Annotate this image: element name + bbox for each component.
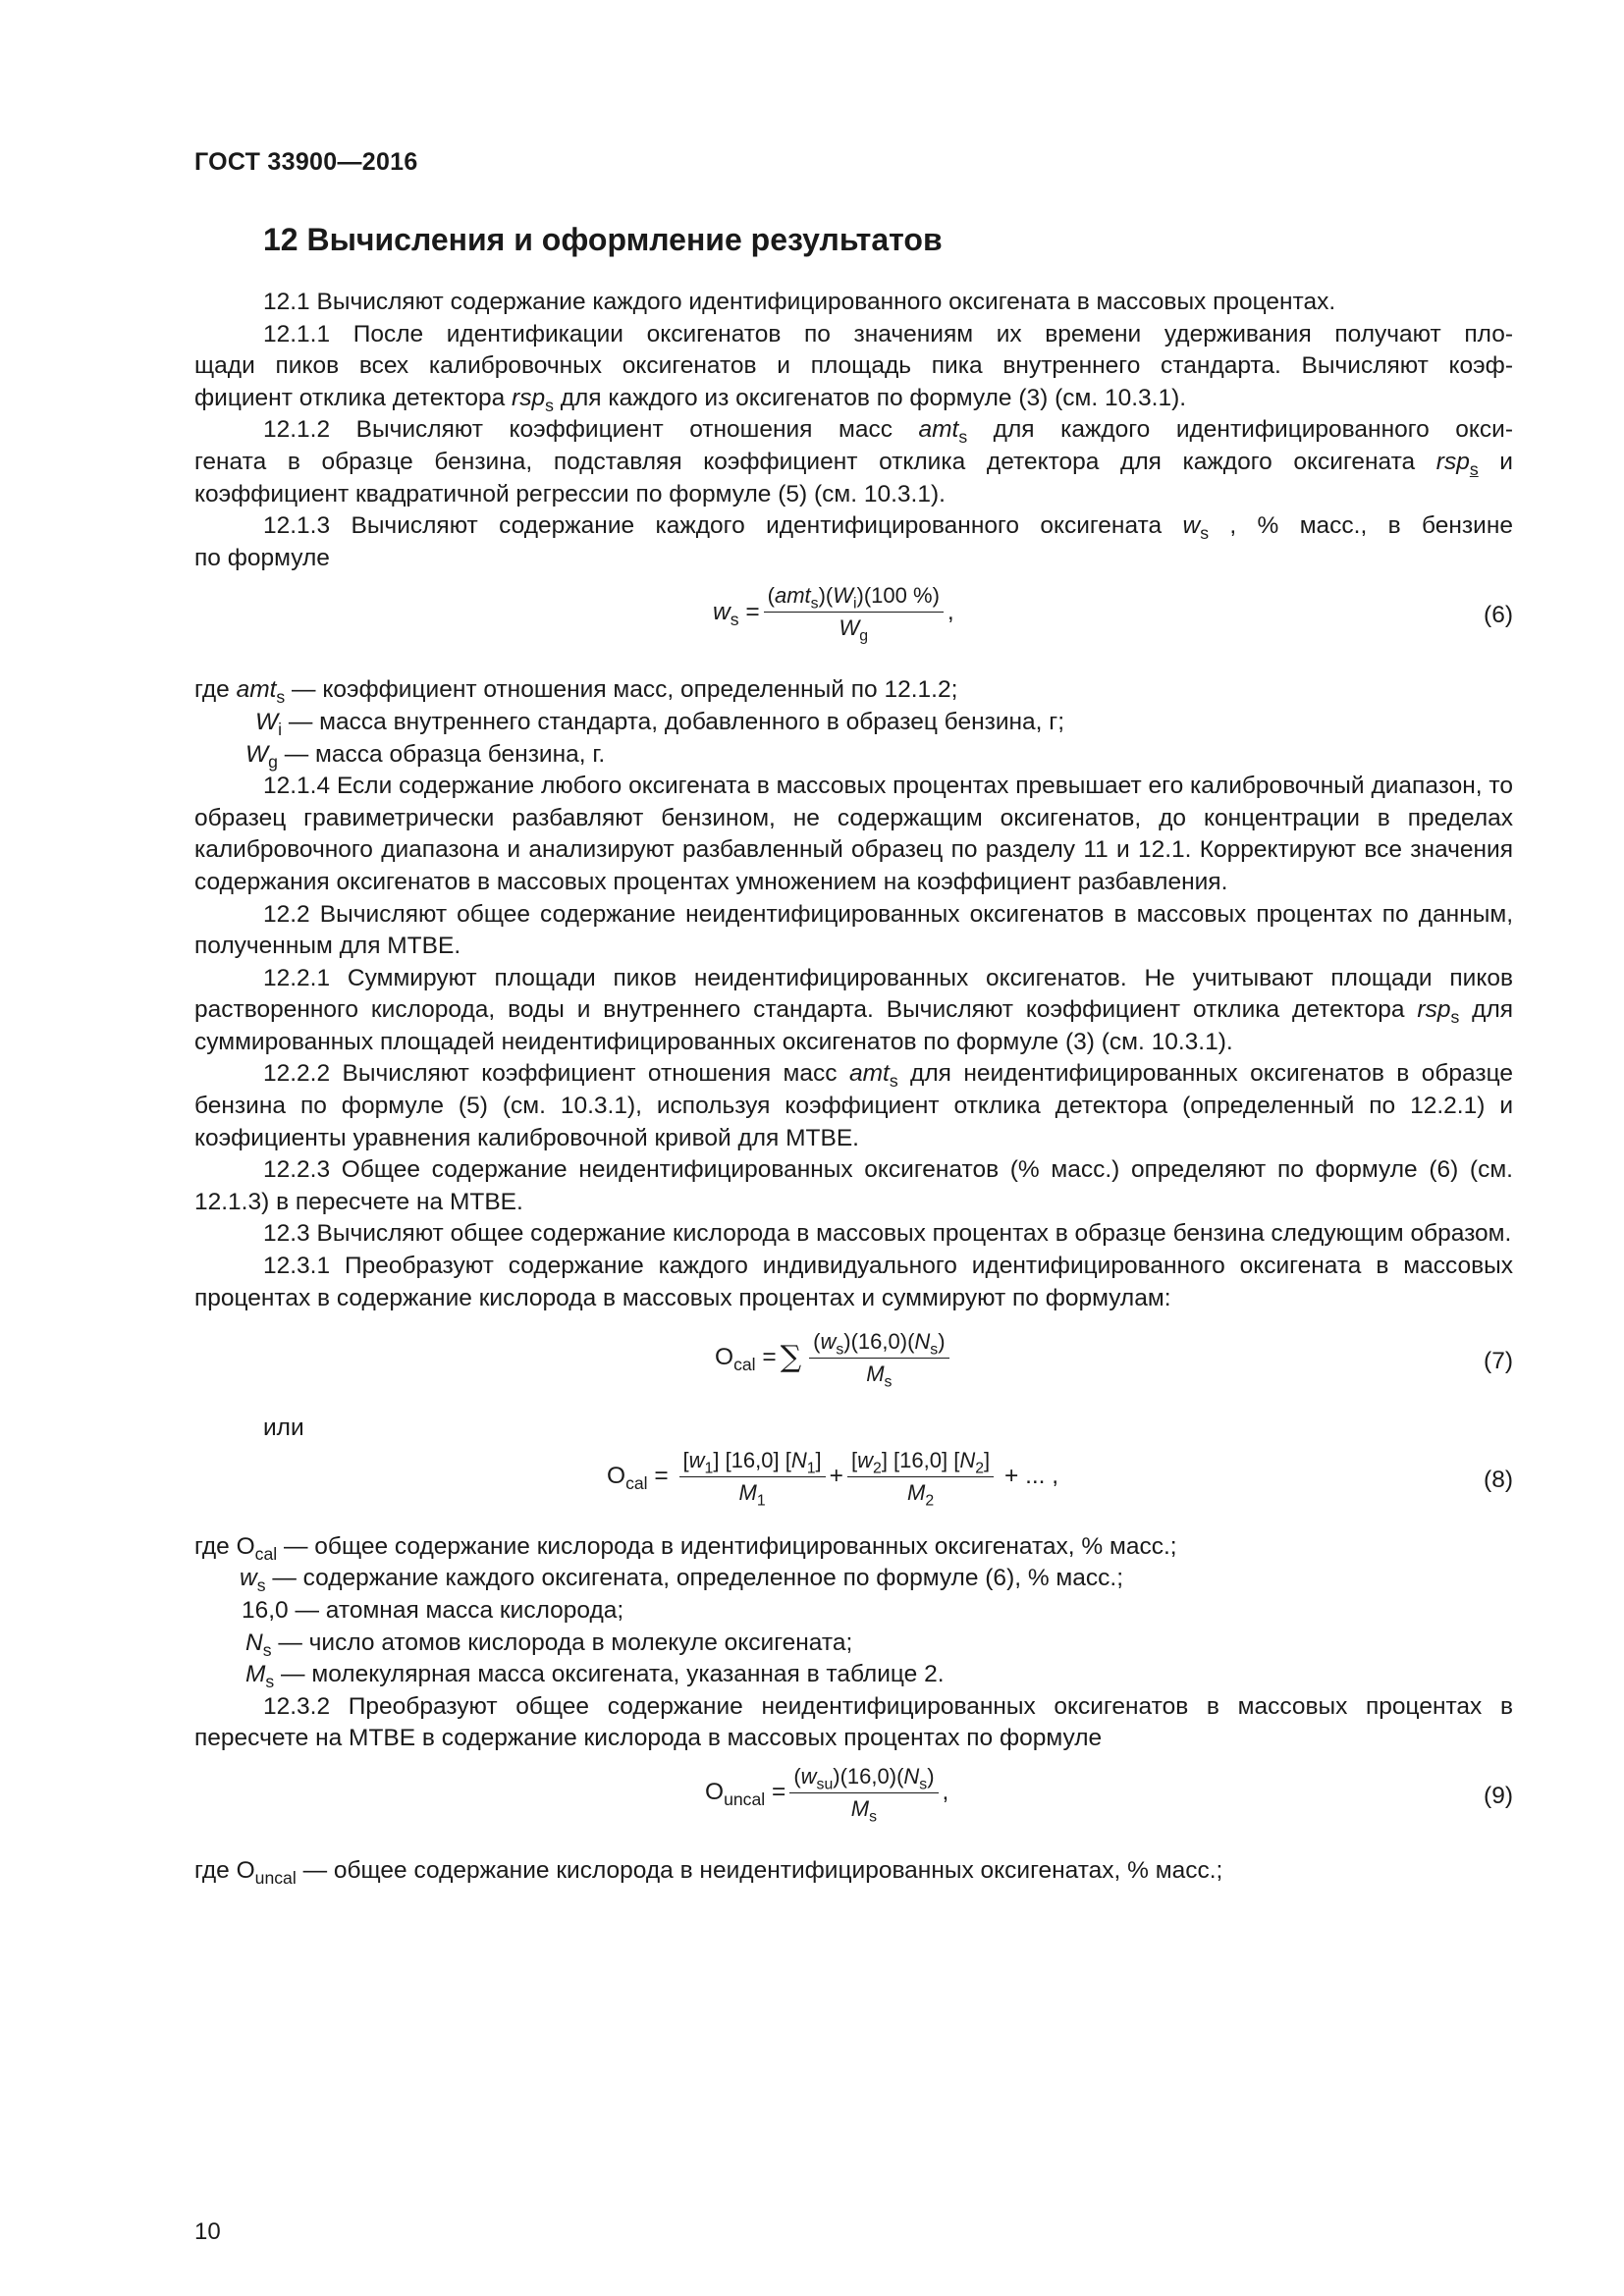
where-list-2 [194,1531,1513,1691]
para-12-3-2: 12.3.2 Преобразуют общее содержание неидентифицированных оксигенатов в массовых процентах в пересчете на МТВЕ в содержание кислорода в массовых процентах по формуле [194,1692,1513,1752]
para-12-1-1-line2: щади пиков всех калибровочных оксигенатов и площадь пика внутреннего стандарта. Вычисляют коэф- [194,352,1513,380]
formula-8-fraction-1: $\frac{[w_1] [16,0] [N_1]}{M_1}$ [679,1447,826,1507]
para-12-2: 12.2 Вычисляют общее содержание неидентифицированных оксигенатов в массовых процентах по данным, полученным для МТВЕ. [194,900,1513,960]
section-title: 12 Вычисления и оформление результатов [263,222,943,257]
formula-6-number: (6) [1484,602,1513,629]
where-ws: $w_s$ — содержание каждого оксигената, определенное по формуле (6), % масс.; [240,1565,1124,1596]
para-12-3: 12.3 Вычисляют общее содержание кислорода в массовых процентах в образце бензина следующим образом. [263,1220,1512,1248]
sigma-symbol: ∑ [780,1340,802,1375]
formula-8-number: (8) [1484,1466,1513,1493]
document-body [194,287,1513,1888]
or-label: или [263,1415,304,1442]
formula-6-fraction: $\frac{(amt_s)(W_i)(100 \%)}{W_g}$ [764,582,944,642]
para-12-1-2-line3: коэффициент квадратичной регрессии по формуле (5) (см. 10.3.1). [194,480,946,507]
para-12-3-1: 12.3.1 Преобразуют содержание каждого индивидуального идентифицированного оксигената в массовых процентах в содержание кислорода в массовых процентах и суммируют по формулам: [194,1253,1513,1311]
formula-9 [194,1763,1513,1849]
formula-8-fraction-2: $\frac{[w_2] [16,0] [N_2]}{M_2}$ [847,1447,994,1507]
formula-9-body: $O_{uncal}$ = $\frac{(w_{su})(16,0)(N_s)}{M_s}$ , [705,1763,949,1826]
where-16: 16,0 — атомная масса кислорода; [242,1597,624,1624]
where-list-1 [194,674,1513,771]
para-12-1-2-line1: 12.1.2 Вычисляют коэффициент отношения масс amt$_s$ для каждого идентифицированного окси- [263,416,1513,448]
para-12-1-3-line2: по формуле [194,544,330,571]
where-amt: где amt$_s$ — коэффициент отношения масс, определенный по 12.1.2; [194,676,958,708]
formula-7-body: $O_{cal}$ = ∑ $\frac{(w_s)(16,0)(N_s)}{M_s}$ [715,1328,953,1388]
para-12-2-1: 12.2.1 Суммируют площади пиков неидентифицированных оксигенатов. Не учитывают площади пиков растворенного кислорода, воды и внутреннего стандарта. Вычисляют коэффициент отклика детектора rsp$_s$ для суммированных площадей неидентифицированных оксигенатов по формуле (3) (см. 10.3.1). [194,964,1514,1055]
formula-6 [194,582,1513,668]
where-Ms: $M_s$ — молекулярная масса оксигената, указанная в таблице 2. [245,1661,945,1692]
para-12-1-2-line2: гената в образце бензина, подставляя коэффициент отклика детектора для каждого оксигената rsp$_s$ и [194,448,1513,480]
para-12-2-3: 12.2.3 Общее содержание неидентифицированных оксигенатов (% масс.) определяют по формуле (6) (см. 12.1.3) в пересчете на МТВЕ. [194,1156,1513,1215]
formula-6-body: $w_s$ = $\frac{(amt_s)(W_i)(100 \%)}{W_g}$ , [713,583,954,645]
where-Wg: $W_g$ — масса образца бензина, г. [245,740,606,772]
formula-8 [194,1447,1513,1525]
formula-8-body: $O_{cal}$ = $\frac{[w_1] [16,0] [N_1]}{M_1}$ + $\frac{[w_2] [16,0] [N_2]}{M_2}$ + ... , [607,1447,1059,1510]
para-12-2-2: 12.2.2 Вычисляют коэффициент отношения масс amt$_s$ для неидентифицированных оксигенатов в образце бензина по формуле (5) (см. 10.3.1), используя коэффициент отклика детектора (определенный по 12.2.1) и коэфициенты уравнения калибровочной кривой для МТВЕ. [194,1060,1513,1151]
formula-9-fraction: $\frac{(w_{su})(16,0)(N_s)}{M_s}$ [789,1763,938,1823]
formula-7 [194,1328,1513,1405]
para-12-1-3-line1: 12.1.3 Вычисляют содержание каждого идентифицированного оксигената $w_s$ , % масс., в бензине [263,512,1513,544]
where-Ocal: где $O_{cal}$ — общее содержание кислорода в идентифицированных оксигенатах, % масс.; [194,1532,1177,1564]
formula-7-number: (7) [1484,1348,1513,1375]
para-12-1: 12.1 Вычисляют содержание каждого идентифицированного оксигената в массовых процентах. [263,289,1336,315]
where-list-3 [194,1855,1513,1888]
document-id: ГОСТ 33900—2016 [194,148,418,176]
page-number: 10 [194,2218,221,2245]
where-Ns: $N_s$ — число атомов кислорода в молекуле оксигената; [245,1629,853,1660]
para-12-1-1-line1: 12.1.1 После идентификации оксигенатов по значениям их времени удерживания получают пло- [263,320,1513,347]
para-12-1-1-line3: фициент отклика детектора rsp$_s$ для каждого из оксигенатов по формуле (3) (см. 10.3.1). [194,384,1187,415]
para-12-1-4: 12.1.4 Если содержание любого оксигената в массовых процентах превышает его калибровочный диапазон, то образец гравиметрически разбавляют бензином, не содержащим оксигенатов, до концентрации в пределах калибровочного диапазона и анализируют разбавленный образец по разделу 11 и 12.1. Корректируют все значения содержания оксигенатов в массовых процентах умножением на коэффициент разбавления. [194,773,1513,895]
where-Wi: $W_i$ — масса внутреннего стандарта, добавленного в образец бензина, г; [255,708,1065,740]
formula-7-fraction: $\frac{(w_s)(16,0)(N_s)}{M_s}$ [809,1328,948,1388]
where-Ouncal: где $O_{uncal}$ — общее содержание кислорода в неидентифицированных оксигенатах, % масс.; [194,1856,1223,1889]
formula-9-number: (9) [1484,1782,1513,1809]
